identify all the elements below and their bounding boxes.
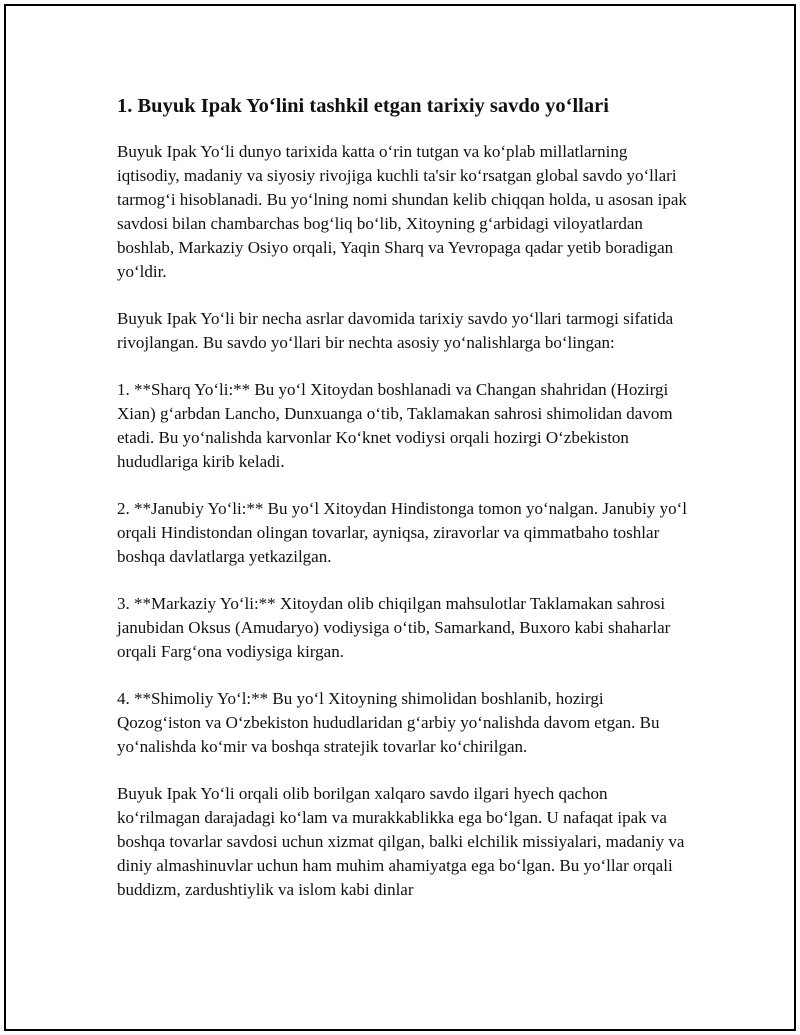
paragraph-routes-overview: Buyuk Ipak Yo‘li bir necha asrlar davomida tarixiy savdo yo‘llari tarmogi sifatida rivojlangan. Bu savdo yo‘llari bir nechta asosiy yo‘nalishlarga bo‘lingan:: [117, 309, 674, 352]
paragraph-trade-significance: Buyuk Ipak Yo‘li orqali olib borilgan xalqaro savdo ilgari hyech qachon ko‘rilmagan darajadagi ko‘lam va murakkablikka ega bo‘lgan. U nafaqat ipak va boshqa tovarlar savdosi uchun xizmat qilgan, balki elchilik missiyalari, madaniy va diniy almashinuvlar uchun ham muhim ahamiyatga ega bo‘lgan. Bu yo‘llar orqali buddizm, zardushtiylik va islom kabi dinlar: [117, 784, 685, 899]
section-heading: 1. Buyuk Ipak Yo‘lini tashkil etgan tarixiy savdo yo‘llari: [117, 95, 609, 117]
paragraph-route-central: 3. **Markaziy Yo‘li:** Xitoydan olib chiqilgan mahsulotlar Taklamakan sahrosi janubidan Oksus (Amudaryo) vodiysiga o‘tib, Samarkand, Buxoro kabi shaharlar orqali Farg‘ona vodiysiga kirgan.: [117, 594, 671, 661]
paragraph-route-east: 1. **Sharq Yo‘li:** Bu yo‘l Xitoydan boshlanadi va Changan shahridan (Hozirgi Xian) g‘arbdan Lancho, Dunxuanga o‘tib, Taklamakan sahrosi shimolidan davom etadi. Bu yo‘nalishda karvonlar Ko‘knet vodiysi orqali hozirgi O‘zbekiston hududlariga kirib keladi.: [117, 380, 673, 471]
paragraph-route-north: 4. **Shimoliy Yo‘l:** Bu yo‘l Xitoyning shimolidan boshlanib, hozirgi Qozog‘iston va O‘zbekiston hududlaridan g‘arbiy yo‘nalishda davom etgan. Bu yo‘nalishda ko‘mir va boshqa stratejik tovarlar ko‘chirilgan.: [117, 689, 660, 756]
paragraph-route-south: 2. **Janubiy Yo‘li:** Bu yo‘l Xitoydan Hindistonga tomon yo‘nalgan. Janubiy yo‘l orqali Hindistondan olingan tovarlar, ayniqsa, ziravorlar va qimmatbaho toshlar boshqa davlatlarga yetkazilgan.: [117, 499, 687, 566]
document-body: [117, 92, 687, 925]
paragraph-intro: Buyuk Ipak Yo‘li dunyo tarixida katta o‘rin tutgan va ko‘plab millatlarning iqtisodiy, madaniy va siyosiy rivojiga kuchli ta'sir ko‘rsatgan global savdo yo‘llari tarmog‘i hisoblanadi. Bu yo‘lning nomi shundan kelib chiqqan holda, u asosan ipak savdosi bilan chambarchas bog‘liq bo‘lib, Xitoyning g‘arbidagi viloyatlardan boshlab, Markaziy Osiyo orqali, Yaqin Sharq va Yevropaga qadar yetib boradigan yo‘ldir.: [117, 142, 687, 281]
